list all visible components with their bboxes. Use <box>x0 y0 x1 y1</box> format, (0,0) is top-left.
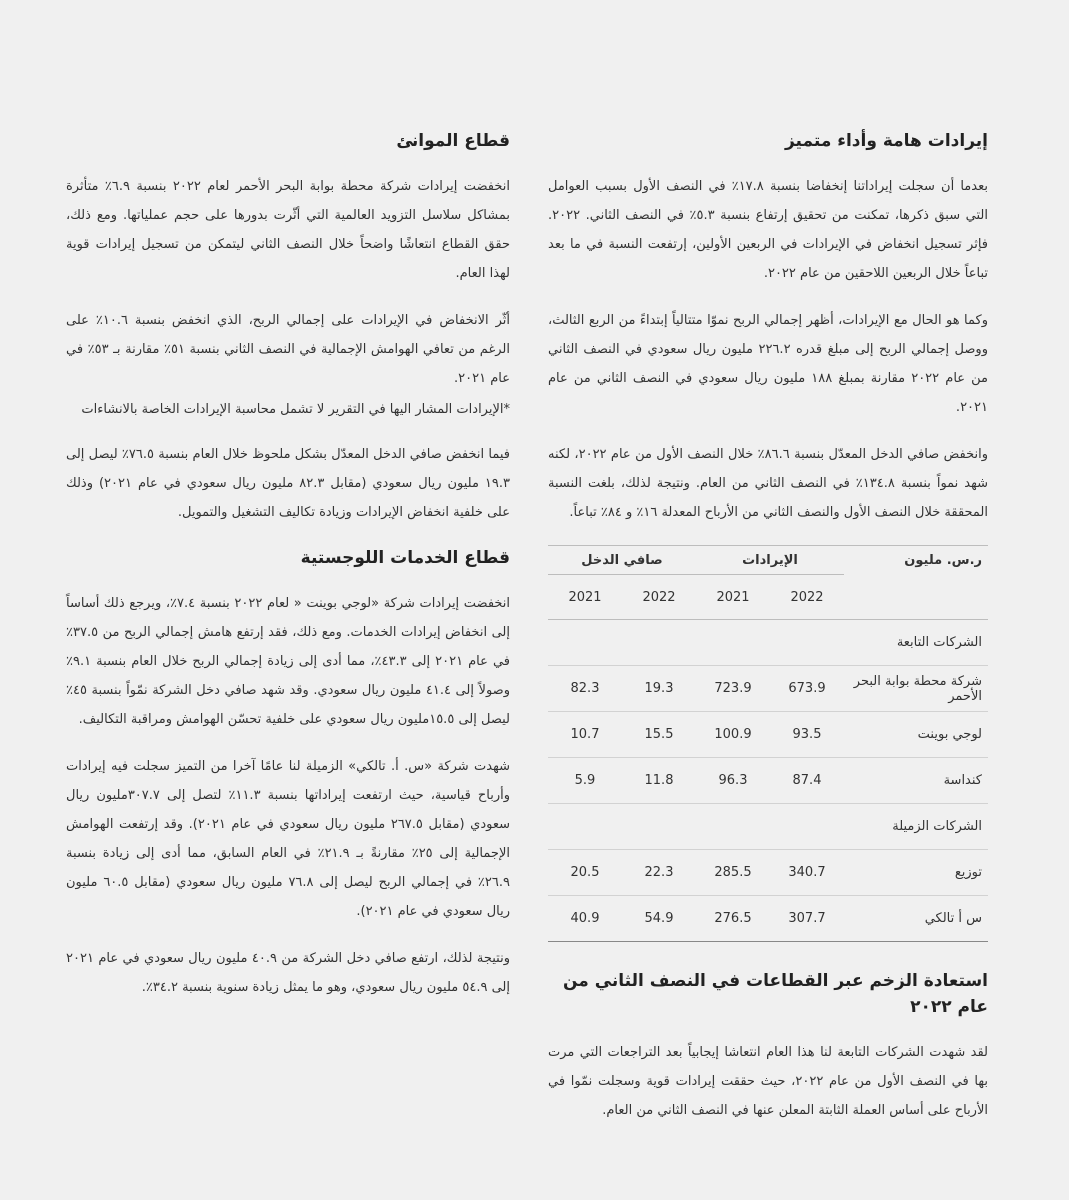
paragraph: ونتيجة لذلك، ارتفع صافي دخل الشركة من ٤٠.٩ مليون ريال سعودي في عام ٢٠٢١ إلى ٥٤.٩ مليون ريال سعودي، وهو ما يمثل زيادة سنوية بنسبة ٣٤.٢٪. <box>66 951 510 995</box>
company-name: توزيع <box>954 865 982 880</box>
footnote: *الإيرادات المشار اليها في التقرير لا تشمل محاسبة الإيرادات الخاصة بالانشاءات <box>81 402 510 417</box>
table-cell: 100.9 <box>714 727 752 742</box>
revenue-header: الإيرادات <box>696 546 844 575</box>
group-label: الشركات الزميلة <box>892 819 982 834</box>
paragraph: لقد شهدت الشركات التابعة لنا هذا العام انتعاشا إيجابياً بعد التراجعات التي مرت بها في النصف الأول من عام ٢٠٢٢، حيث حققت إيرادات قوية وسجلت نمّوا في الأرباح على أساس العملة الثابتة المعلن عنها في النصف الثاني من العام. <box>548 1045 988 1118</box>
paragraph: فيما انخفض صافي الدخل المعدّل بشكل ملحوظ خلال العام بنسبة ٧٦.٥٪ ليصل إلى ١٩.٣ مليون ريال سعودي (مقابل ٨٢.٣ مليون ريال سعودي في عام ٢٠٢١) وذلك على خلفية انخفاض الإيرادات وزيادة تكاليف التشغيل والتمويل. <box>66 447 510 520</box>
table-cell: 285.5 <box>714 865 752 880</box>
paragraph: شهدت شركة «س. أ. تالكي» الزميلة لنا عامًا آخرا من التميز سجلت فيه إيرادات وأرباح قياسية، حيث ارتفعت إيراداتها بنسبة ١١.٣٪ لتصل إلى ٣٠٧.٧مليون ريال سعودي (مقابل ٢٦٧.٥ مليون ريال سعودي في عام ٢٠٢١). وقد إرتفعت الهوامش الإجمالية إلى ٢٥٪ مقارنةً بـ ٢١.٩٪ في العام السابق، مما أدى إلى زيادة بنسبة ٢٦.٩٪ في إجمالي الربح ليصل إلى ٧٦.٨ مليون ريال سعودي (مقابل ٦٠.٥ مليون ريال سعودي في عام ٢٠٢١). <box>66 759 511 919</box>
company-name: كنداسة <box>943 773 982 788</box>
paragraph: وكما هو الحال مع الإيرادات، أظهر إجمالي الربح نموّا متتالياً إبتداءً من الربع الثالث، ووصل إجمالي الربح إلى مبلغ قدره ٢٢٦.٢ مليون ريال سعودي في النصف الثاني من عام ٢٠٢٢ مقارنة بمبلغ ١٨٨ مليون ريال سعودي في النصف الثاني من عام ٢٠٢١. <box>548 313 988 415</box>
table-cell: 10.7 <box>570 727 600 742</box>
table-cell: 5.9 <box>574 773 596 788</box>
paragraph: وانخفض صافي الدخل المعدّل بنسبة ٨٦.٦٪ خلال النصف الأول من عام ٢٠٢٢، لكنه شهد نمواً بنسبة ١٣٤.٨٪ في النصف الثاني من العام. ونتيجة لذلك، بلغت النسبة المحققة خلال النصف الأول والنصف الثاني من الأرباح المعدلة ١٦٪ و ٨٤٪ تباعاً. <box>548 447 988 520</box>
unit-header: ر.س. مليون <box>844 546 988 575</box>
table-cell: 307.7 <box>788 911 826 926</box>
table-cell: 54.9 <box>644 911 674 926</box>
section-heading-revenue: إيرادات هامة وأداء متميز <box>784 131 988 151</box>
group-label: الشركات التابعة <box>896 635 982 650</box>
table-cell: 40.9 <box>570 911 600 926</box>
company-name: لوجي بوينت <box>917 727 982 742</box>
year-header: 2021 <box>548 575 622 620</box>
table-cell: 19.3 <box>644 681 674 696</box>
section-heading-ports: قطاع الموانئ <box>396 131 510 151</box>
table-cell: 96.3 <box>718 773 748 788</box>
table-cell: 11.8 <box>644 773 674 788</box>
table-row <box>548 620 988 666</box>
table-cell: 673.9 <box>788 681 826 696</box>
table-row <box>548 850 988 896</box>
section-heading-logistics: قطاع الخدمات اللوجستية <box>300 548 510 568</box>
table-cell: 723.9 <box>714 681 752 696</box>
right-column <box>548 128 988 1143</box>
year-header: 2022 <box>770 575 844 620</box>
paragraph: بعدما أن سجلت إيراداتنا إنخفاضا بنسبة ١٧.٨٪ في النصف الأول بسبب العوامل التي سبق ذكرها، تمكنت من تحقيق إرتفاع بنسبة ٥.٣٪ في النصف الثاني. ٢٠٢٢. فإثر تسجيل انخفاض في الإيرادات في الربعين الأولين، إرتفعت النسبة في ما بعد تباعاً خلال الربعين اللاحقين من عام ٢٠٢٢. <box>548 179 988 281</box>
table-row <box>548 758 988 804</box>
table-row <box>548 666 988 712</box>
table-row <box>548 804 988 850</box>
paragraph: انخفضت إيرادات شركة «لوجي بوينت « لعام ٢٠٢٢ بنسبة ٧.٤٪، ويرجع ذلك أساساً إلى انخفاض إيرادات الخدمات. ومع ذلك، فقد إرتفع هامش إجمالي الربح من ٣٧.٥٪ في عام ٢٠٢١ إلى ٤٣.٣٪، مما أدى إلى زيادة إجمالي الربح خلال العام بنسبة ٩.١٪ وصولاً إلى ٤١.٤ مليون ريال سعودي. وقد شهد صافي دخل الشركة نمّواً بنسبة ٤٥٪ ليصل إلى ١٥.٥مليون ريال سعودي على خلفية تحسّن الهوامش ومراقبة التكاليف. <box>66 596 511 727</box>
table-cell: 93.5 <box>792 727 822 742</box>
table-cell: 15.5 <box>644 727 674 742</box>
left-column <box>66 128 510 1020</box>
financial-table-wrap <box>548 545 988 942</box>
income-header: صافي الدخل <box>548 546 696 575</box>
paragraph: انخفضت إيرادات شركة محطة بوابة البحر الأحمر لعام ٢٠٢٢ بنسبة ٦.٩٪ متأثرة بمشاكل سلاسل التزويد العالمية التي أثّرت بدورها على حجم عملياتها. ومع ذلك، حقق القطاع انتعاشًا واضحاً خلال النصف الثاني ليتمكن من تسجيل إيرادات قوية لهذا العام. <box>66 179 510 281</box>
table-row <box>548 712 988 758</box>
table-cell: 22.3 <box>644 865 674 880</box>
paragraph: أثّر الانخفاض في الإيرادات على إجمالي الربح، الذي انخفض بنسبة ١٠.٦٪ على الرغم من تعافي الهوامش الإجمالية في النصف الثاني بنسبة ٥١٪ مقارنة بـ ٥٣٪ في عام ٢٠٢١. <box>66 313 510 386</box>
table-cell: 20.5 <box>570 865 600 880</box>
table-row <box>548 896 988 942</box>
year-header: 2022 <box>622 575 696 620</box>
table-cell: 82.3 <box>570 681 600 696</box>
financial-table <box>548 545 988 942</box>
table-cell: 87.4 <box>792 773 822 788</box>
table-cell: 340.7 <box>788 865 826 880</box>
company-name: شركة محطة بوابة البحر الأحمر <box>853 673 982 704</box>
company-name: س أ تالكي <box>924 911 982 926</box>
table-cell: 276.5 <box>714 911 752 926</box>
year-header: 2021 <box>696 575 770 620</box>
section-heading-momentum: استعادة الزخم عبر القطاعات في النصف الثاني من عام ٢٠٢٢ <box>562 971 988 1017</box>
